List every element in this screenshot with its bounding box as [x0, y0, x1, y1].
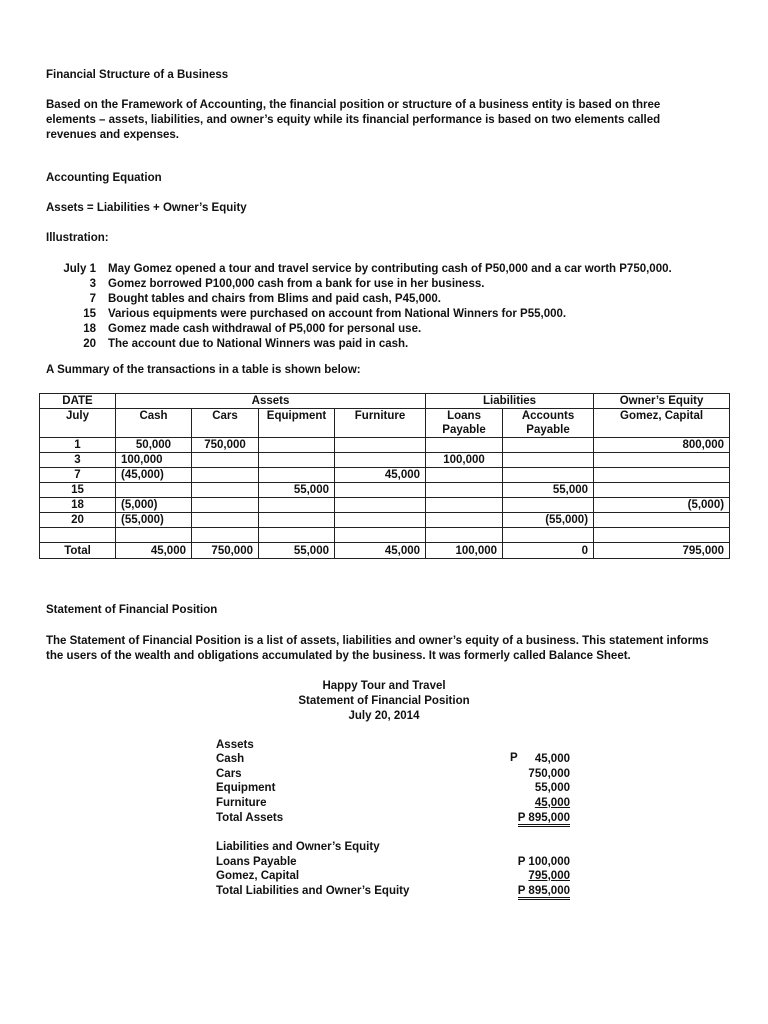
header-owners-equity: Owner’s Equity: [594, 394, 730, 409]
cell-equipment: [259, 468, 335, 483]
cell-capital: [594, 453, 730, 468]
header-gomez-capital: Gomez, Capital: [594, 409, 730, 438]
transaction-date: 15: [83, 308, 96, 320]
table-row: [40, 468, 730, 483]
intro-paragraph: Based on the Framework of Accounting, the financial position or structure of a business entity is based on three elements – assets, liabilities, and owner’s equity while its financial performance is based on two elements called revenues and expenses.: [46, 99, 661, 141]
asset-furniture-amount: 45,000: [534, 797, 570, 809]
cell-equipment: [259, 498, 335, 513]
cell-equipment: 55,000: [259, 483, 335, 498]
cell-accounts-payable: [503, 498, 594, 513]
transaction-item: [46, 322, 672, 337]
cell-cars: [192, 483, 259, 498]
cell-equipment: [259, 513, 335, 528]
equation-heading: Accounting Equation: [46, 172, 162, 184]
cell-cars: [192, 453, 259, 468]
cell-equipment: [259, 438, 335, 453]
asset-furniture-label: Furniture: [216, 797, 267, 809]
transaction-text: Gomez borrowed P100,000 cash from a bank for use in her business.: [108, 278, 485, 290]
cell-accounts-payable: [503, 468, 594, 483]
statement-date: July 20, 2014: [348, 710, 420, 722]
asset-cars-amount: 750,000: [528, 768, 570, 780]
statement-company: Happy Tour and Travel: [322, 680, 446, 692]
cell-day: 18: [40, 498, 116, 513]
transaction-text: May Gomez opened a tour and travel service by contributing cash of P50,000 and a car worth P750,000.: [108, 263, 672, 275]
header-loans-payable: Loans Payable: [426, 409, 503, 438]
loans-payable-amount: P 100,000: [517, 856, 570, 868]
cell-cash: 100,000: [116, 453, 192, 468]
table-row: [40, 513, 730, 528]
cell-capital: [594, 528, 730, 543]
header-cash: Cash: [116, 409, 192, 438]
cell-loans: 100,000: [426, 453, 503, 468]
cell-furniture: 45,000: [335, 468, 426, 483]
total-accounts-payable: 0: [503, 543, 594, 559]
transaction-item: [46, 307, 672, 322]
gomez-capital-label: Gomez, Capital: [216, 870, 300, 882]
transaction-text: Bought tables and chairs from Blims and paid cash, P45,000.: [108, 293, 441, 305]
total-loans: 100,000: [426, 543, 503, 559]
cell-capital: 800,000: [594, 438, 730, 453]
header-furniture: Furniture: [335, 409, 426, 438]
cell-cars: 750,000: [192, 438, 259, 453]
sfp-heading: Statement of Financial Position: [46, 604, 218, 616]
table-subheader-row: [40, 409, 730, 438]
cell-loans: [426, 468, 503, 483]
transaction-summary-table: [39, 393, 730, 559]
cell-loans: [426, 513, 503, 528]
cell-loans: [426, 438, 503, 453]
illustration-label: Illustration:: [46, 232, 109, 244]
total-cars: 750,000: [192, 543, 259, 559]
transaction-item: [46, 277, 672, 292]
table-row: [40, 528, 730, 543]
table-header-row: [40, 394, 730, 409]
header-accounts-payable: Accounts Payable: [503, 409, 594, 438]
cell-loans: [426, 528, 503, 543]
header-july: July: [40, 409, 116, 438]
transaction-text: Various equipments were purchased on account from National Winners for P55,000.: [108, 308, 567, 320]
cell-day: 3: [40, 453, 116, 468]
liabilities-equity-label: Liabilities and Owner’s Equity: [216, 841, 380, 853]
cell-day: 20: [40, 513, 116, 528]
transaction-date: 7: [89, 293, 96, 305]
header-date: DATE: [40, 394, 116, 409]
asset-cash-amount: 45,000: [534, 753, 570, 765]
transaction-text: Gomez made cash withdrawal of P5,000 for personal use.: [108, 323, 422, 335]
currency-symbol: P: [510, 752, 518, 764]
table-total-row: [40, 543, 730, 559]
asset-equipment-amount: 55,000: [534, 782, 570, 794]
cell-cars: [192, 468, 259, 483]
cell-day: 1: [40, 438, 116, 453]
table-row: [40, 483, 730, 498]
cell-capital: (5,000): [594, 498, 730, 513]
loans-payable-label: Loans Payable: [216, 856, 297, 868]
cell-equipment: [259, 528, 335, 543]
cell-furniture: [335, 453, 426, 468]
total-assets-label: Total Assets: [216, 812, 284, 824]
transaction-date: July 1: [63, 263, 96, 275]
header-cars: Cars: [192, 409, 259, 438]
cell-cash: 50,000: [116, 438, 192, 453]
total-capital: 795,000: [594, 543, 730, 559]
total-cash: 45,000: [116, 543, 192, 559]
cell-capital: [594, 468, 730, 483]
total-assets-amount: [500, 811, 570, 827]
total-equipment: 55,000: [259, 543, 335, 559]
header-equipment: Equipment: [259, 409, 335, 438]
cell-day: 7: [40, 468, 116, 483]
cell-accounts-payable: [503, 438, 594, 453]
cell-furniture: [335, 438, 426, 453]
cell-furniture: [335, 483, 426, 498]
transaction-text: The account due to National Winners was paid in cash.: [108, 338, 409, 350]
cell-cash: [116, 528, 192, 543]
accounting-equation: Assets = Liabilities + Owner’s Equity: [46, 202, 247, 214]
asset-cars-label: Cars: [216, 768, 242, 780]
cell-loans: [426, 498, 503, 513]
cell-day: 15: [40, 483, 116, 498]
cell-furniture: [335, 513, 426, 528]
total-assets-value: P 895,000: [518, 812, 570, 827]
cell-accounts-payable: (55,000): [503, 513, 594, 528]
table-row: [40, 438, 730, 453]
assets-label: Assets: [216, 739, 254, 751]
total-furniture: 45,000: [335, 543, 426, 559]
total-label: Total: [40, 543, 116, 559]
cell-cash: (45,000): [116, 468, 192, 483]
cell-furniture: [335, 498, 426, 513]
table-row: [40, 453, 730, 468]
cell-capital: [594, 483, 730, 498]
header-assets: Assets: [116, 394, 426, 409]
asset-cash-label: Cash: [216, 753, 245, 765]
cell-cars: [192, 498, 259, 513]
cell-cash: (55,000): [116, 513, 192, 528]
table-row: [40, 498, 730, 513]
statement-title: Statement of Financial Position: [298, 695, 470, 707]
cell-accounts-payable: 55,000: [503, 483, 594, 498]
sfp-intro-paragraph: The Statement of Financial Position is a list of assets, liabilities and owner’s equity of a business. This statement informs the users of the wealth and obligations accumulated by the business. It was formerly called Balance Sheet.: [46, 635, 709, 662]
cell-day: [40, 528, 116, 543]
page-heading: Financial Structure of a Business: [46, 69, 229, 81]
transaction-date: 3: [89, 278, 96, 290]
cell-cars: [192, 528, 259, 543]
transaction-item: [46, 262, 672, 277]
asset-equipment-label: Equipment: [216, 782, 276, 794]
cell-accounts-payable: [503, 453, 594, 468]
transaction-item: [46, 337, 672, 352]
total-le-value: P 895,000: [518, 885, 570, 900]
cell-capital: [594, 513, 730, 528]
cell-cars: [192, 513, 259, 528]
transaction-date: 20: [83, 338, 96, 350]
cell-cash: (5,000): [116, 498, 192, 513]
cell-loans: [426, 483, 503, 498]
gomez-capital-amount: 795,000: [528, 870, 570, 882]
cell-cash: [116, 483, 192, 498]
transaction-item: [46, 292, 672, 307]
cell-equipment: [259, 453, 335, 468]
summary-intro: A Summary of the transactions in a table is shown below:: [46, 364, 361, 376]
cell-accounts-payable: [503, 528, 594, 543]
header-liabilities: Liabilities: [426, 394, 594, 409]
total-le-amount: [500, 884, 570, 900]
cell-furniture: [335, 528, 426, 543]
total-le-label: Total Liabilities and Owner’s Equity: [216, 885, 410, 897]
transaction-list: [46, 262, 672, 352]
transaction-date: 18: [83, 323, 96, 335]
